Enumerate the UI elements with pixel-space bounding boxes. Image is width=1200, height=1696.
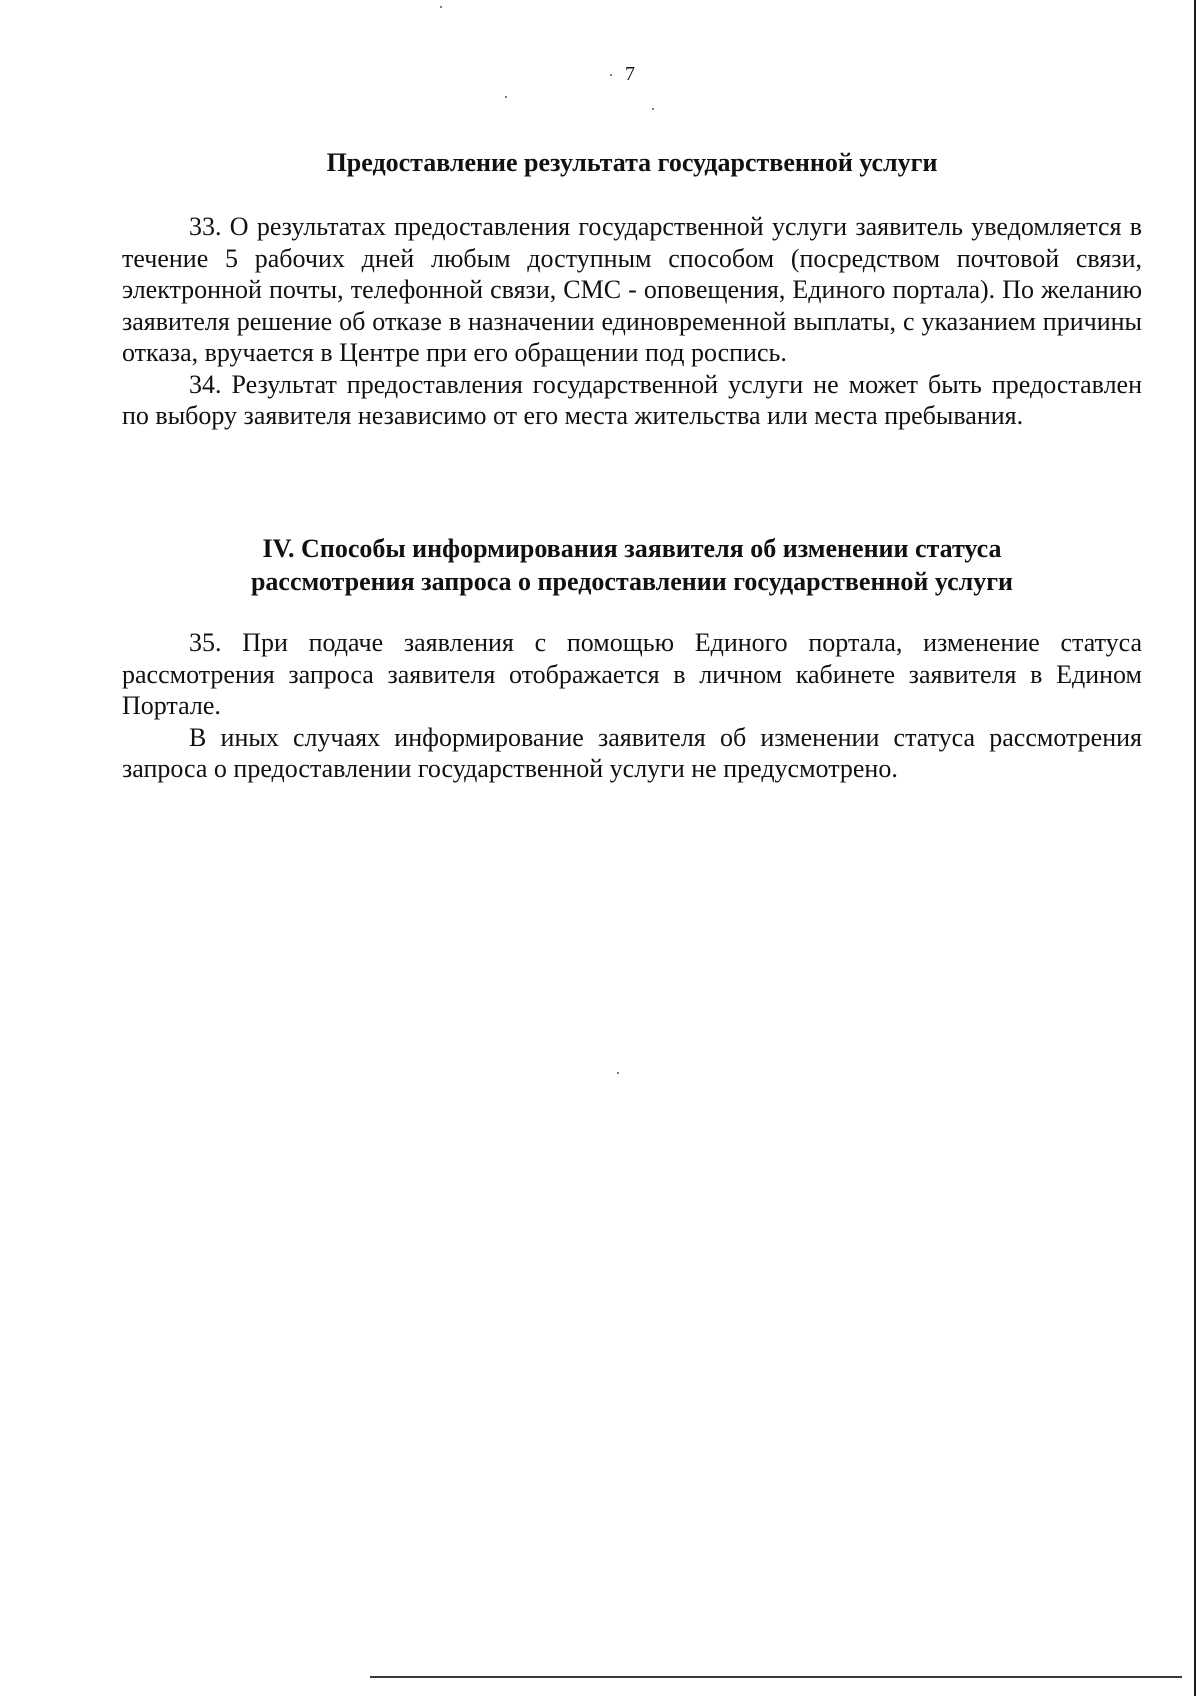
scan-speck (610, 74, 612, 76)
paragraph-35: 35. При подаче заявления с помощью Единого портала, изменение статуса рассмотрения запроса заявителя отображается в личном кабинете заявителя в Едином Портале. (122, 628, 1142, 720)
paragraph-34: 34. Результат предоставления государственной услуги не может быть предоставлен по выбору заявителя независимо от его места жительства или места пребывания. (122, 369, 1142, 430)
scan-speck (617, 1072, 619, 1074)
paragraph-other-cases: В иных случаях информирование заявителя об изменении статуса рассмотрения запроса о предоставлении государственной услуги не предусмотрено. (122, 722, 1142, 783)
paragraph-33: 33. О результатах предоставления государственной услуги заявитель уведомляется в течение 5 рабочих дней любым доступным способом (посредством почтовой связи, электронной почты, телефонной связи, СМС - оповещения, Единого портала). По желанию заявителя решение об отказе в назначении единовременной выплаты, с указанием причины отказа, вручается в Центре при его обращении под роспись. (122, 212, 1142, 367)
scan-speck (440, 6, 442, 8)
section-body-result (122, 211, 1142, 432)
scan-speck (505, 96, 507, 98)
section-heading-result: Предоставление результата государственной услуги (326, 148, 938, 177)
section-heading-informing (122, 532, 1142, 598)
section-heading-informing-line-2: рассмотрения запроса о предоставлении государственной услуги (250, 567, 1014, 596)
scan-edge-right (1194, 0, 1196, 1696)
page-number: 7 (625, 63, 635, 85)
section-body-informing (122, 627, 1142, 785)
section-heading-informing-line-1: IV. Способы информирования заявителя об изменении статуса (262, 534, 1002, 563)
scan-edge-bottom (370, 1676, 1182, 1678)
scan-speck (652, 108, 654, 110)
